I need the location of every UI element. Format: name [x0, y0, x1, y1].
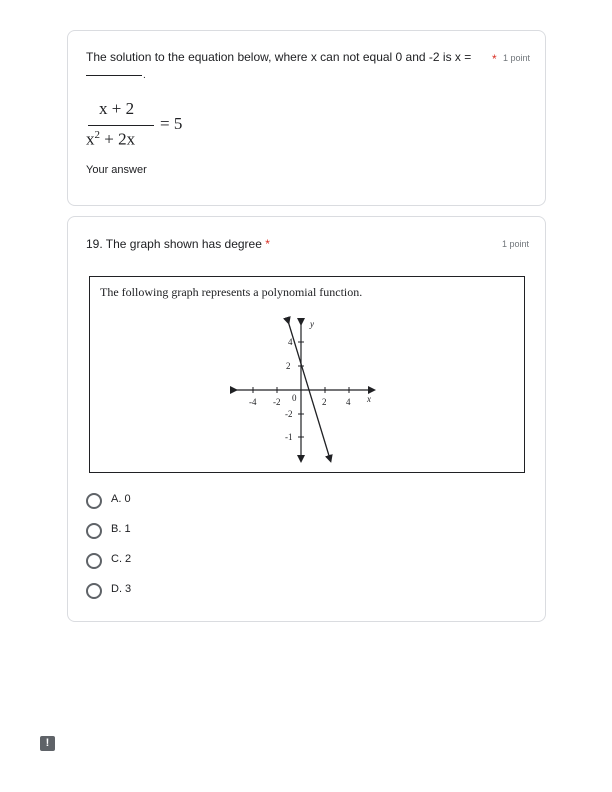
option-c[interactable] — [86, 551, 286, 571]
points-label: 1 point — [502, 239, 530, 249]
required-asterisk: * — [492, 52, 497, 66]
x-tick-label: 2 — [322, 397, 327, 407]
x-tick-label: -2 — [273, 397, 281, 407]
radio-button[interactable] — [86, 553, 102, 569]
fraction-bar — [88, 125, 154, 126]
blank-period: . — [143, 70, 146, 81]
equation-denominator: $x^2 + 2x$ — [86, 129, 136, 149]
radio-button[interactable] — [86, 583, 102, 599]
radio-button[interactable] — [86, 493, 102, 509]
question-text: The solution to the equation below, where x can not equal 0 and -2 is x = — [86, 50, 472, 64]
option-label: C. 2 — [111, 553, 132, 565]
answer-input[interactable]: Your answer — [86, 164, 147, 176]
option-d[interactable] — [86, 581, 286, 601]
option-label: D. 3 — [111, 583, 132, 595]
answer-blank-line — [86, 75, 142, 76]
graph-caption: The following graph represents a polynomial function. — [100, 285, 363, 299]
x-axis-label: x — [367, 394, 371, 404]
report-feedback-icon[interactable]: ! — [40, 736, 55, 751]
equation-numerator: x + 2 — [99, 99, 135, 118]
x-tick-label: -4 — [249, 397, 257, 407]
equation-rhs: = 5 — [160, 114, 183, 133]
equation — [86, 99, 206, 155]
graph-image — [89, 276, 525, 473]
question-text: 19. The graph shown has degree * — [86, 237, 270, 251]
option-label: A. 0 — [111, 493, 131, 505]
question-card-1 — [67, 30, 546, 206]
y-tick-label: 4 — [288, 337, 293, 347]
points-label: 1 point — [503, 53, 531, 63]
y-tick-label: 2 — [286, 361, 291, 371]
x-tick-label: 4 — [346, 397, 351, 407]
option-label: B. 1 — [111, 523, 131, 535]
y-axis-label: y — [310, 319, 314, 329]
option-a[interactable] — [86, 491, 286, 511]
required-asterisk: * — [265, 237, 270, 251]
graph-plot — [90, 277, 524, 472]
option-b[interactable] — [86, 521, 286, 541]
origin-label: 0 — [292, 393, 297, 403]
radio-button[interactable] — [86, 523, 102, 539]
question-card-2 — [67, 216, 546, 622]
y-tick-label: -2 — [285, 409, 293, 419]
y-tick-label: -1 — [285, 432, 293, 442]
